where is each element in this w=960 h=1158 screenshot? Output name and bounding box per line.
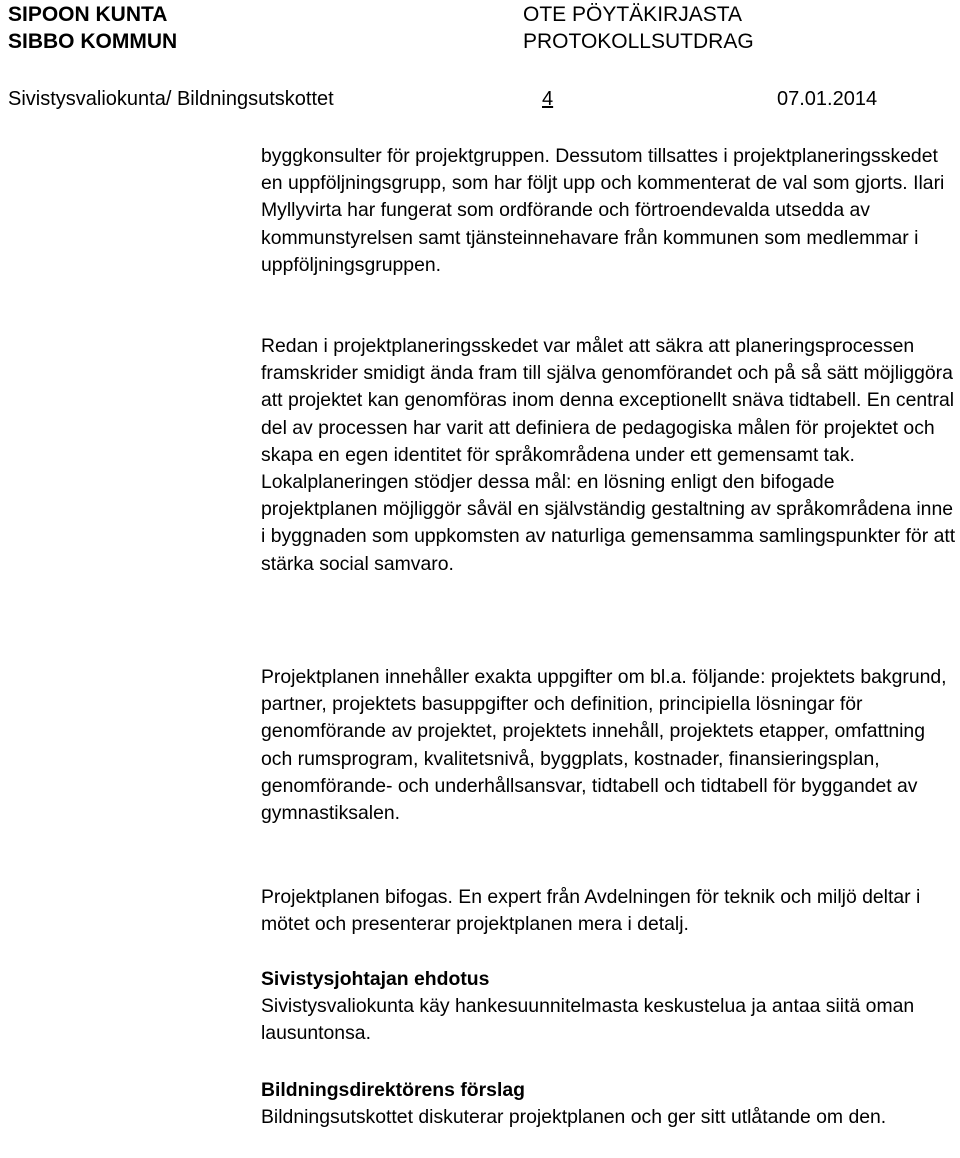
org-name-sv: SIBBO KOMMUN: [8, 30, 178, 53]
doc-type-fi: OTE PÖYTÄKIRJASTA: [523, 3, 742, 26]
paragraph-text: Projektplanen bifogas. En expert från Avdelningen för teknik och miljö deltar i mötet och presenterar projektplanen mera i detalj.: [261, 886, 921, 936]
paragraph-text: Projektplanen innehåller exakta uppgifter om bl.a. följande: projektets bakgrund, partner, projektets basuppgifter och definition, principiella lösningar för genomförande av projektet, projektets innehåll, projektets etapper, omfattning och rumsprogram, kvalitetsnivå, byggplats, kostnader, finansieringsplan, genomförande- och underhållsansvar, tidtabell och tidtabell för byggandet av gymnastiksalen.: [261, 666, 947, 825]
meeting-date: 07.01.2014: [777, 88, 878, 110]
org-name-fi: SIPOON KUNTA: [8, 3, 168, 26]
proposal-fi: [261, 966, 956, 1048]
proposal-sv-text: Bildningsutskottet diskuterar projektplanen och ger sitt utlåtande om den.: [261, 1106, 887, 1129]
proposal-sv-heading: Bildningsdirektörens förslag: [261, 1079, 525, 1101]
body-paragraph-1: [261, 143, 956, 279]
proposal-fi-text: Sivistysvaliokunta käy hankesuunnitelmasta keskustelua ja antaa siitä oman lausuntonsa.: [261, 995, 915, 1045]
body-paragraph-4: [261, 884, 956, 938]
proposal-sv: [261, 1077, 956, 1131]
doc-type-sv: PROTOKOLLSUTDRAG: [523, 30, 754, 53]
paragraph-text: byggkonsulter för projektgruppen. Dessutom tillsattes i projektplaneringsskedet en uppföljningsgrupp, som har följt upp och kommenterat de val som gjorts. Ilari Myllyvirta har fungerat som ordförande och förtroendevalda utsedda av kommunstyrelsen samt tjänsteinnehavare från kommunen som medlemmar i uppföljningsgruppen.: [261, 145, 945, 276]
body-paragraph-2: [261, 333, 956, 578]
committee-name: Sivistysvaliokunta/ Bildningsutskottet: [8, 88, 334, 110]
body-paragraph-3: [261, 664, 956, 827]
proposal-fi-heading: Sivistysjohtajan ehdotus: [261, 968, 490, 990]
paragraph-text: Redan i projektplaneringsskedet var målet att säkra att planeringsprocessen framskrider smidigt ända fram till själva genomförandet och på så sätt möjliggöra att projektet kan genomföras inom denna exceptionellt snäva tidtabell. En central del av processen har varit att definiera de pedagogiska målen för projektet och skapa en egen identitet för språkområdena under ett gemensamt tak. Lokalplaneringen stödjer dessa mål: en lösning enligt den bifogade projektplanen möjliggör såväl en självständig gestaltning av språkområdena inne i byggnaden som uppkomsten av naturliga gemensamma samlingspunkter för att stärka social samvaro.: [261, 335, 956, 575]
section-number: 4: [542, 88, 554, 110]
